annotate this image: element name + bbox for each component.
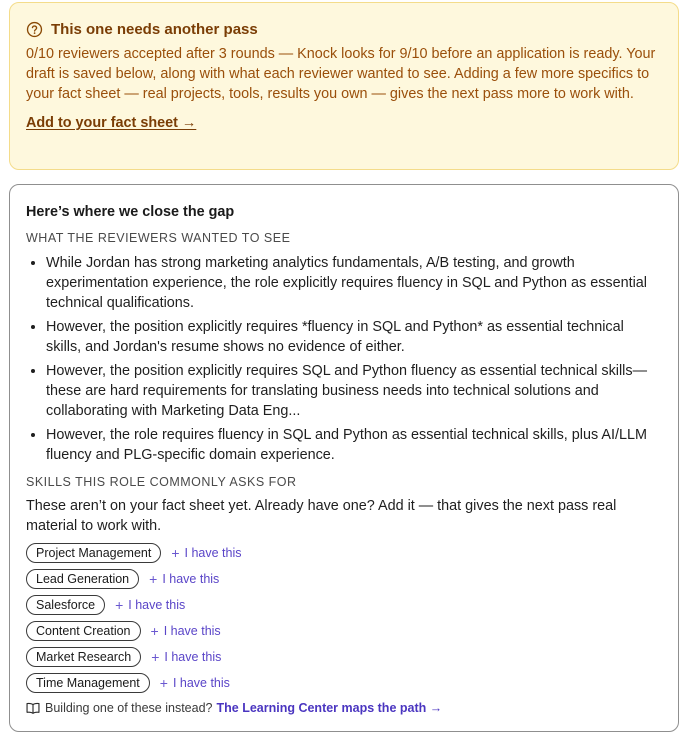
skill-row: [26, 621, 662, 641]
skill-row: [26, 595, 662, 615]
close-the-gap-card: [9, 184, 679, 732]
i-have-this-button[interactable]: [115, 597, 185, 613]
plus-icon: +: [159, 675, 168, 691]
plus-icon: +: [171, 545, 180, 561]
i-have-this-label: I have this: [172, 676, 230, 690]
card-title: Here’s where we close the gap: [26, 204, 235, 220]
banner-title: This one needs another pass: [51, 20, 258, 38]
footer-text: Building one of these instead?: [45, 701, 213, 715]
reviewer-feedback-item: • While Jordan has strong marketing analytics fundamentals, A/B testing, and growth experimentation experience, the role explicitly requires fluency in SQL and Python as essential technical qualifications.: [46, 253, 662, 313]
skill-row: [26, 673, 662, 693]
reviewer-feedback-item: • However, the position explicitly requires SQL and Python fluency as essential technical skills—these are hard requirements for translating business needs into technical solutions and collaborating with Marketing Data Eng...: [46, 361, 662, 421]
i-have-this-button[interactable]: [151, 649, 221, 665]
learning-center-footer: [26, 699, 662, 717]
skills-section-label: SKILLS THIS ROLE COMMONLY ASKS FOR: [26, 475, 297, 489]
plus-icon: +: [115, 597, 124, 613]
reviewer-feedback-item: • However, the position explicitly requires *fluency in SQL and Python* as essential technical skills, and Jordan's resume shows no evidence of either.: [46, 317, 662, 357]
plus-icon: +: [150, 623, 159, 639]
plus-icon: +: [149, 571, 158, 587]
needs-another-pass-banner: [9, 2, 679, 170]
skill-chip[interactable]: Content Creation: [26, 621, 141, 641]
i-have-this-label: I have this: [128, 598, 186, 612]
i-have-this-button[interactable]: [160, 675, 230, 691]
plus-icon: +: [151, 649, 160, 665]
skill-chip[interactable]: Market Research: [26, 647, 141, 667]
skill-row: [26, 543, 662, 563]
book-open-icon: [26, 702, 40, 715]
question-circle-icon: [26, 21, 43, 38]
skill-chip[interactable]: Lead Generation: [26, 569, 139, 589]
learning-center-link[interactable]: The Learning Center maps the path →: [216, 701, 443, 715]
skills-intro-text: These aren’t on your fact sheet yet. Already have one? Add it — that gives the next pass real material to work with.: [26, 498, 617, 534]
i-have-this-label: I have this: [163, 624, 221, 638]
reviewer-feedback-item: • However, the role requires fluency in SQL and Python as essential technical skills, plus AI/LLM fluency and PLG-specific domain experience.: [46, 425, 662, 465]
i-have-this-button[interactable]: [151, 623, 221, 639]
skill-suggestion-list: [26, 543, 662, 693]
i-have-this-button[interactable]: [171, 545, 241, 561]
skill-row: [26, 569, 662, 589]
banner-header: [26, 18, 662, 40]
banner-message: 0/10 reviewers accepted after 3 rounds — Knock looks for 9/10 before an application is ready. Your draft is saved below, along with what each reviewer wanted to see. Adding a few more specifics to your fact sheet — real projects, tools, results you own — gives the next pass more to work with.: [26, 46, 656, 102]
i-have-this-button[interactable]: [149, 571, 219, 587]
skill-row: [26, 647, 662, 667]
add-to-fact-sheet-link[interactable]: Add to your fact sheet →: [26, 115, 197, 131]
i-have-this-label: I have this: [184, 546, 242, 560]
reviewer-feedback-list: [26, 253, 662, 465]
skill-chip[interactable]: Time Management: [26, 673, 150, 693]
i-have-this-label: I have this: [162, 572, 220, 586]
reviewers-section-label: WHAT THE REVIEWERS WANTED TO SEE: [26, 231, 291, 245]
skill-chip[interactable]: Salesforce: [26, 595, 105, 615]
skill-chip[interactable]: Project Management: [26, 543, 161, 563]
i-have-this-label: I have this: [164, 650, 222, 664]
